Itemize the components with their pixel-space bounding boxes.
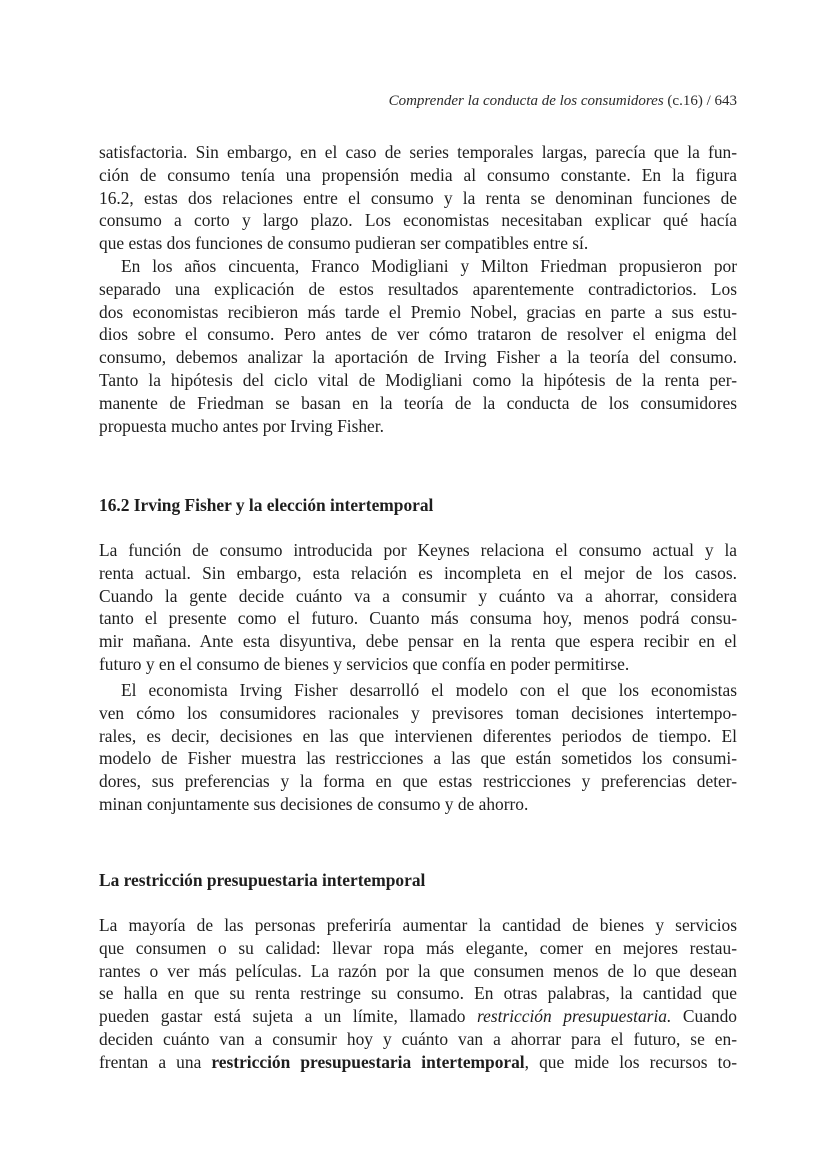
text-line: consumo a corto y largo plazo. Los economistas necesitaban explicar qué hacía [99, 210, 737, 231]
text-line: manente de Friedman se basan en la teoría de la conducta de los consumidores [99, 392, 737, 413]
text-line: La función de consumo introducida por Keynes relaciona el consumo actual y la [99, 540, 737, 560]
paragraph-1 [99, 141, 737, 255]
paragraph-2 [99, 255, 737, 437]
text-line: renta actual. Sin embargo, esta relación es incompleta en el mejor de los casos. [99, 562, 737, 583]
running-header [360, 93, 737, 110]
text-line: 16.2, estas dos relaciones entre el consumo y la renta se denominan funciones de [99, 187, 737, 208]
text-line: separado una explicación de estos resultados aparentemente contradictorios. Los [99, 278, 737, 299]
text-line: ción de consumo tenía una propensión media al consumo constante. En la figura [99, 164, 737, 185]
text-segment: Cuando [671, 1006, 738, 1027]
paragraph-3 [99, 539, 737, 676]
bold-term: restricción presupuestaria intertemporal [211, 1051, 525, 1072]
text-line [99, 1005, 737, 1028]
text-line: dores, sus preferencias y la forma en que estas restricciones y preferencias deter- [99, 771, 737, 792]
text-line: ven cómo los consumidores racionales y previsores toman decisiones intertempo- [99, 702, 737, 723]
text-line: Tanto la hipótesis del ciclo vital de Modigliani como la hipótesis de la renta per- [99, 369, 737, 390]
text-line: Cuando la gente decide cuánto va a consumir y cuánto va a ahorrar, considera [99, 585, 737, 606]
text-segment: pueden gastar está sujeta a un límite, llamado [99, 1006, 477, 1027]
text-segment: frentan a una [99, 1051, 212, 1072]
running-header-chapter: (c.16) [667, 93, 703, 109]
text-line: dos economistas recibieron más tarde el Premio Nobel, gracias en parte a sus estu- [99, 301, 737, 322]
section-heading: 16.2 Irving Fisher y la elección intertemporal [99, 495, 434, 515]
text-line: El economista Irving Fisher desarrolló el modelo con el que los economistas [121, 680, 737, 700]
italic-term: restricción presupuestaria. [477, 1006, 672, 1027]
text-line: modelo de Fisher muestra las restricciones a las que están sometidos los consumi- [99, 748, 737, 769]
running-header-title: Comprender la conducta de los consumidores [388, 93, 664, 109]
text-line: En los años cincuenta, Franco Modigliani y Milton Friedman propusieron por [121, 256, 737, 276]
text-line: rales, es decir, decisiones en las que intervienen diferentes periodos de tiempo. El [99, 725, 737, 746]
text-line: se halla en que su renta restringe su consumo. En otras palabras, la cantidad que [99, 983, 737, 1004]
text-segment: , que mide los recursos to- [524, 1051, 737, 1072]
subsection-heading: La restricción presupuestaria intertemporal [99, 870, 426, 890]
running-header-separator: / [706, 93, 711, 109]
text-line: dios sobre el consumo. Pero antes de ver cómo trataron de resolver el enigma del [99, 324, 737, 345]
text-line: consumo, debemos analizar la aportación de Irving Fisher a la teoría del consumo. [99, 347, 737, 368]
text-line: futuro y en el consumo de bienes y servicios que confía en poder permitirse. [99, 653, 630, 674]
text-line: satisfactoria. Sin embargo, en el caso de series temporales largas, parecía que la fun- [99, 142, 737, 162]
text-line: deciden cuánto van a consumir hoy y cuánto van a ahorrar para el futuro, se en- [99, 1028, 737, 1049]
paragraph-5 [99, 914, 737, 1074]
paragraph-4 [99, 679, 737, 816]
text-line: que consumen o su calidad: llevar ropa más elegante, comer en mejores restau- [99, 937, 737, 958]
page-number: 643 [714, 93, 737, 109]
text-line: que estas dos funciones de consumo pudieran ser compatibles entre sí. [99, 233, 589, 254]
text-line [99, 1051, 737, 1074]
text-line: La mayoría de las personas preferiría aumentar la cantidad de bienes y servicios [99, 915, 737, 935]
text-line: tanto el presente como el futuro. Cuanto más consuma hoy, menos podrá consu- [99, 608, 737, 629]
text-line: mir mañana. Ante esta disyuntiva, debe pensar en la renta que espera recibir en el [99, 631, 737, 652]
text-line: minan conjuntamente sus decisiones de consumo y de ahorro. [99, 793, 529, 814]
text-line: rantes o ver más películas. La razón por la que consumen menos de lo que desean [99, 960, 737, 981]
text-line: propuesta mucho antes por Irving Fisher. [99, 415, 384, 436]
